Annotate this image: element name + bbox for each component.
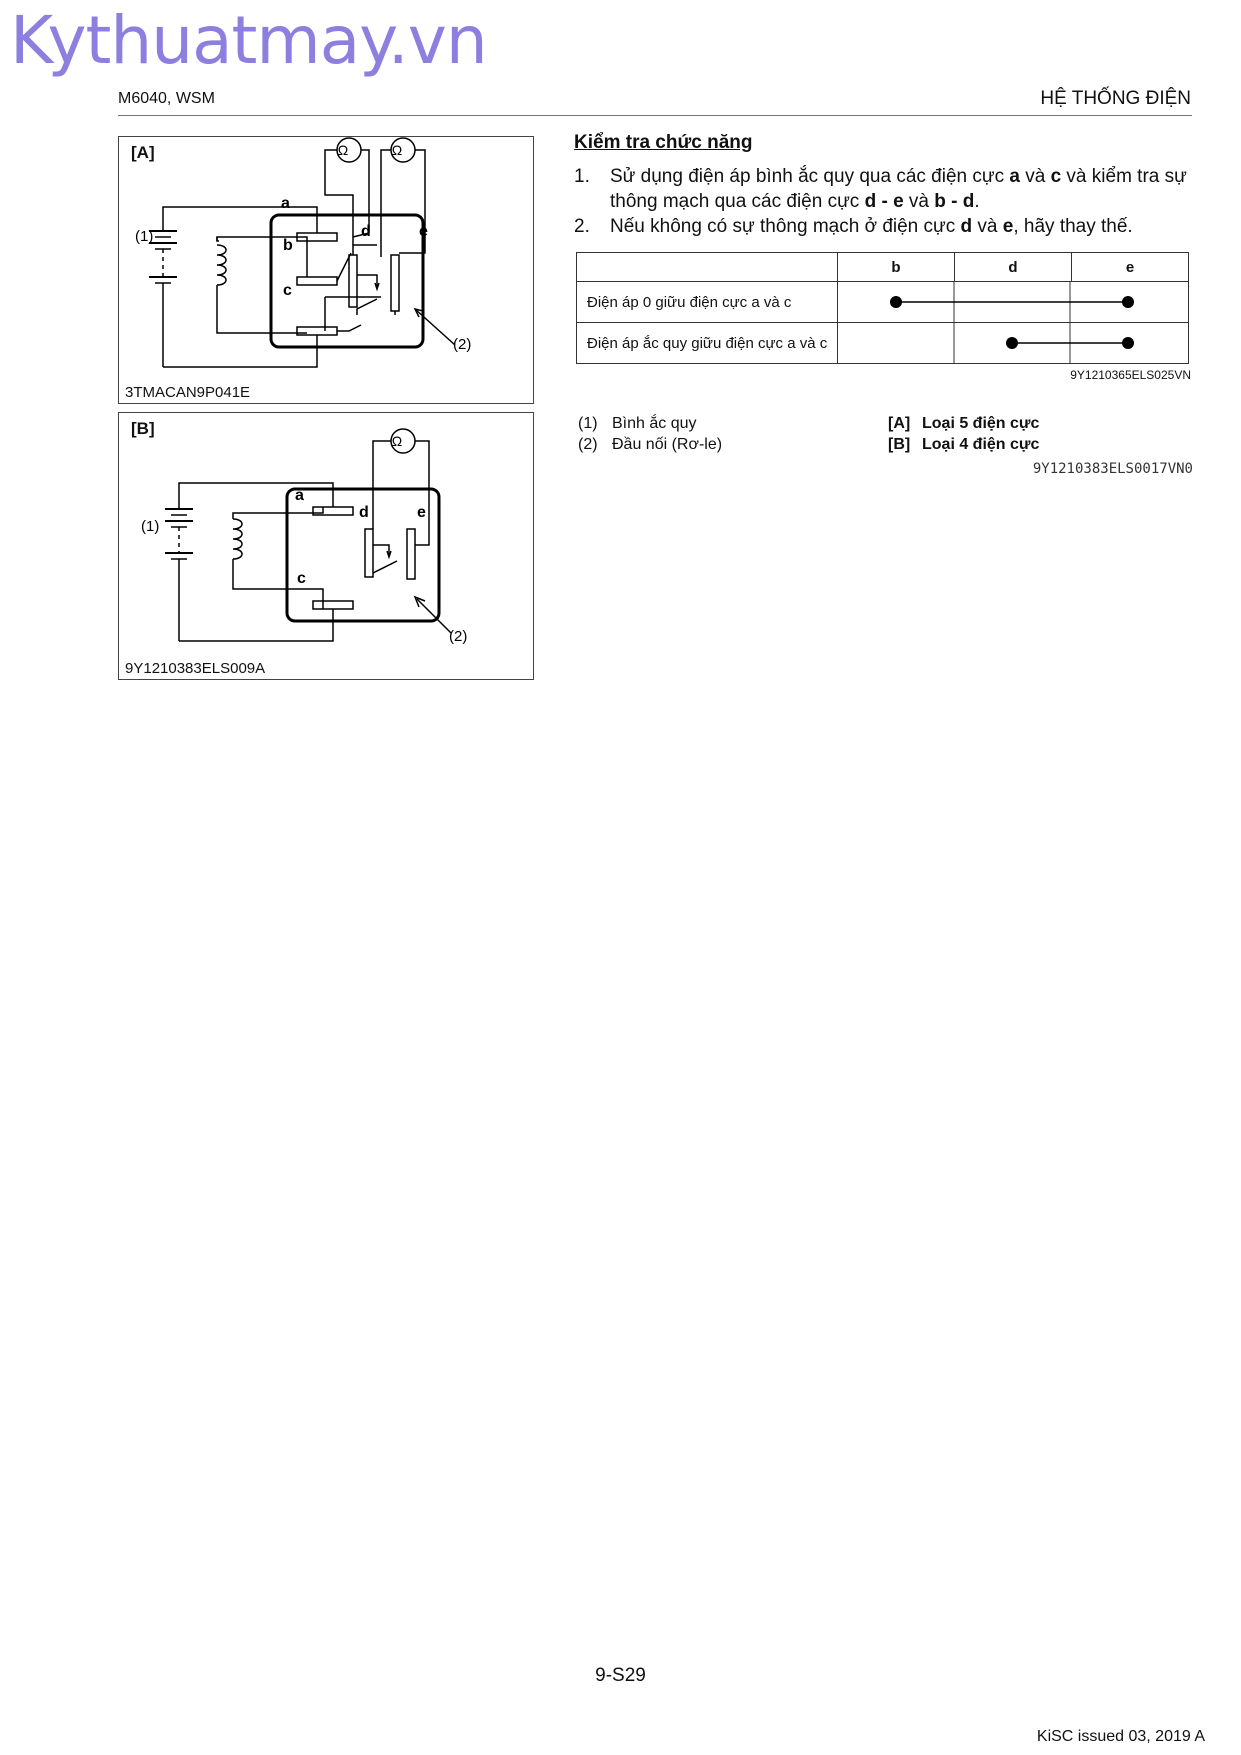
header-model: M6040, WSM bbox=[118, 90, 215, 107]
dot-e bbox=[1122, 296, 1134, 308]
terminal-d: d bbox=[359, 504, 369, 521]
figure-code: 3TMACAN9P041E bbox=[125, 384, 251, 401]
row-connection bbox=[838, 282, 1189, 323]
section-title: Kiểm tra chức năng bbox=[574, 132, 753, 153]
relay-4-pin-diagram bbox=[119, 413, 533, 679]
dot-b bbox=[890, 296, 902, 308]
dot-d bbox=[1006, 337, 1018, 349]
ohm-meter-2: Ω bbox=[391, 142, 403, 158]
terminal-e: e bbox=[417, 504, 426, 521]
figure-a bbox=[118, 136, 534, 404]
connection-line bbox=[838, 282, 1186, 322]
terminal-a: a bbox=[295, 487, 304, 504]
relay-5-pin-diagram bbox=[119, 137, 533, 403]
step-text: Sử dụng điện áp bình ắc quy qua các điện cực a và c và kiểm tra sự thông mạch qua các điện cực d - e và b - d. bbox=[610, 166, 1187, 212]
step-2 bbox=[574, 214, 1199, 239]
legend-item: (1) Bình ắc quy bbox=[578, 415, 697, 432]
legend-item: [B] Loại 4 điện cực bbox=[888, 436, 1040, 453]
footer-issue: KiSC issued 03, 2019 A bbox=[1036, 1728, 1205, 1745]
connector-label: (2) bbox=[453, 336, 472, 353]
col-b: b bbox=[838, 253, 955, 282]
col-d: d bbox=[955, 253, 1072, 282]
legend-types bbox=[888, 413, 1039, 455]
legend-item: [A] Loại 5 điện cực bbox=[888, 415, 1040, 432]
figure-tag: [A] bbox=[131, 143, 155, 162]
page-number: 9-S29 bbox=[595, 1665, 646, 1686]
document-code: 9Y1210383ELS0017VN0 bbox=[1032, 461, 1193, 477]
header-section: HỆ THỐNG ĐIỆN bbox=[1040, 88, 1191, 109]
terminal-c: c bbox=[297, 570, 306, 587]
terminal-d: d bbox=[361, 223, 371, 240]
continuity-table bbox=[576, 252, 1189, 364]
figure-code: 9Y1210383ELS009A bbox=[125, 660, 266, 677]
dot-e bbox=[1122, 337, 1134, 349]
table-row bbox=[577, 323, 1189, 364]
table-row bbox=[577, 282, 1189, 323]
figure-tag: [B] bbox=[131, 419, 155, 438]
terminal-e: e bbox=[419, 223, 428, 240]
battery-label: (1) bbox=[135, 228, 154, 245]
row-label: Điện áp 0 giữu điện cực a và c bbox=[577, 282, 838, 323]
table-code: 9Y1210365ELS025VN bbox=[1070, 368, 1191, 382]
instruction-steps bbox=[574, 164, 1199, 239]
terminal-a: a bbox=[281, 195, 290, 212]
table-header-row bbox=[577, 253, 1189, 282]
figure-b bbox=[118, 412, 534, 680]
watermark: Kythuatmay.vn bbox=[10, 2, 487, 79]
terminal-c: c bbox=[283, 282, 292, 299]
step-1 bbox=[574, 164, 1199, 214]
step-text: Nếu không có sự thông mạch ở điện cực d và e, hãy thay thế. bbox=[610, 216, 1133, 237]
ohm-meter-1: Ω bbox=[337, 142, 349, 158]
header-blank bbox=[577, 253, 838, 282]
legend-item: (2) Đầu nối (Rơ-le) bbox=[578, 436, 723, 453]
legend-parts bbox=[578, 413, 722, 455]
connector-label: (2) bbox=[449, 628, 468, 645]
battery-label: (1) bbox=[141, 518, 160, 535]
connection-line bbox=[838, 323, 1186, 363]
step-number: 2. bbox=[574, 216, 590, 237]
row-label: Điện áp ắc quy giữu điện cực a và c bbox=[577, 323, 838, 364]
header-rule bbox=[118, 115, 1192, 116]
row-connection bbox=[838, 323, 1189, 364]
terminal-b: b bbox=[283, 237, 293, 254]
ohm-meter: Ω bbox=[391, 433, 403, 449]
col-e: e bbox=[1072, 253, 1189, 282]
step-number: 1. bbox=[574, 166, 590, 187]
